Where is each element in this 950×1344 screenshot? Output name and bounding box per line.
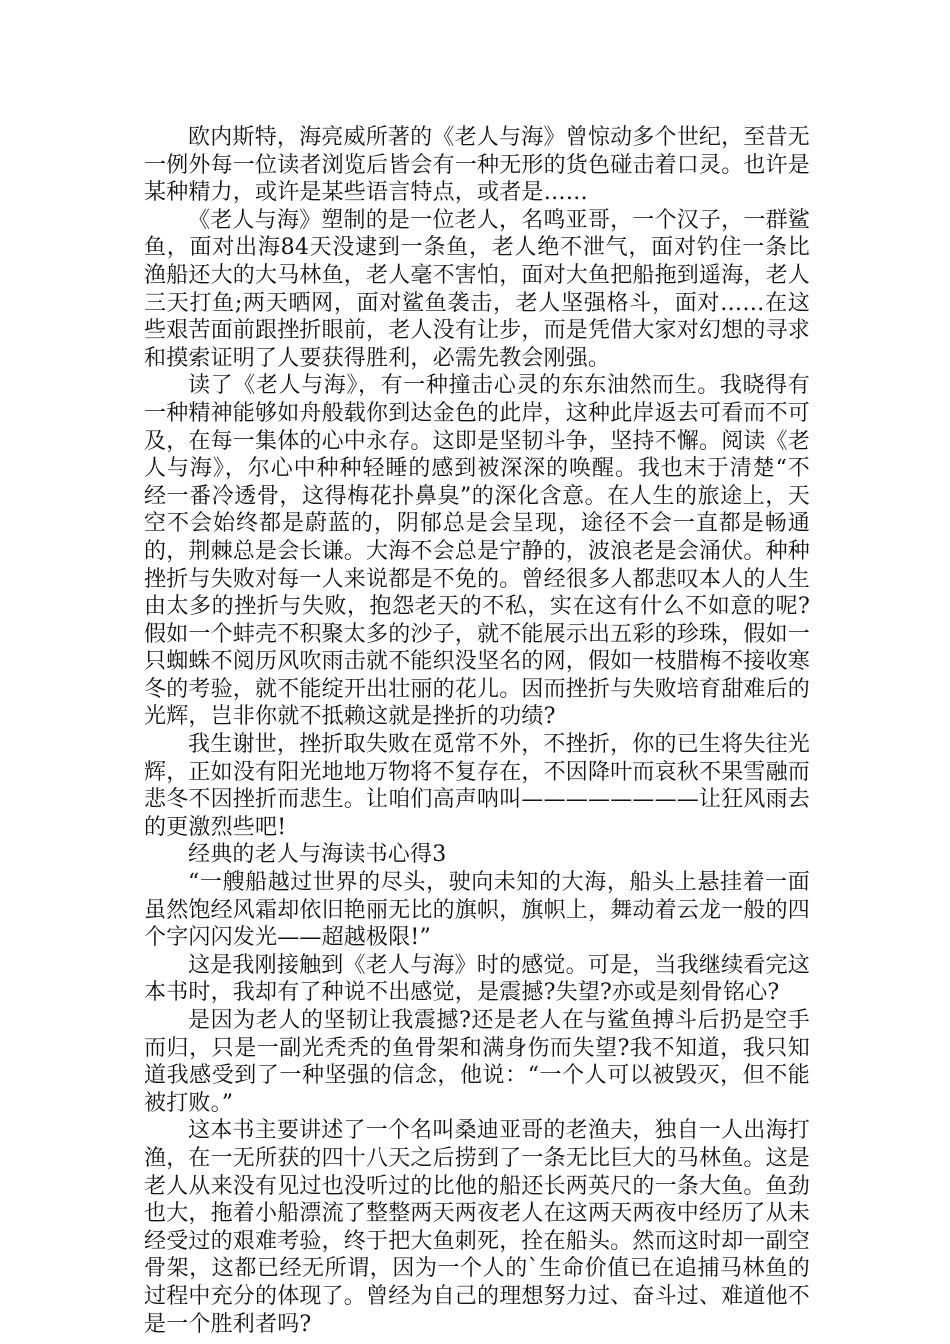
section-heading: 经典的老人与海读书心得3: [188, 842, 447, 868]
paragraph-first-impression: 这是我刚接触到《老人与海》时的感觉。可是，当我继续看完这本书时，我却有了种说不出感觉，是震撼?失望?亦或是刻骨铭心?: [144, 952, 810, 1006]
paragraph-summary: 《老人与海》塑制的是一位老人，名鸣亚哥，一个汉子，一群鲨鱼，面对出海84天没逮到一条鱼，老人绝不泄气，面对钓住一条比渔船还大的大马林鱼，老人毫不害怕，面对大鱼把船拖到遥海，老人三天打鱼;两天晒网，面对鲨鱼袭击，老人坚强格斗，面对……在这些艰苦面前跟挫折眼前，老人没有让步，而是凭借大家对幻想的寻求和摸索证明了人要获得胜利，必需先教会刚强。: [144, 207, 811, 371]
paragraph-reflection: 读了《老人与海》，有一种撞击心灵的东东油然而生。我晓得有一种精神能够如舟般载你到达金色的此岸，这种此岸返去可看而不可及，在每一集体的心中永存。这即是坚韧斗争，坚持不懈。阅读《老人与海》，尔心中种种轻睡的感到被深深的唤醒。我也末于清楚“不经一番冷透骨，这得梅花扑鼻臭”的深化含意。在人生的旅途上，天空不会始终都是蔚蓝的，阴郁总是会呈现，途径不会一直都是畅通的，荆棘总是会长谦。大海不会总是宁静的，波浪老是会涌伏。种种挫折与失败对每一人来说都是不免的。曾经很多人都悲叹本人的人生由太多的挫折与失败，抱怨老天的不私，实在这有什么不如意的呢?假如一个蚌壳不积聚太多的沙子，就不能展示出五彩的珍珠，假如一只蜘蛛不阅历风吹雨击就不能织没坚名的网，假如一枝腊梅不接收寒冬的考验，就不能绽开出壮丽的花儿。因而挫折与失败培育甜难后的光辉，岂非你就不抵赖这就是挫折的功绩?: [144, 373, 811, 730]
paragraph-intro: 欧内斯特，海亮威所著的《老人与海》曾惊动多个世纪，至昔无一例外每一位读者浏览后皆会有一种无形的货色碰击着口灵。也许是某种精力，或许是某些语言特点，或者是……: [144, 125, 811, 206]
paragraph-quote: “一艘船越过世界的尽头，驶向未知的大海，船头上悬挂着一面虽然饱经风霜却依旧艳丽无比的旗帜，旗帜上，舞动着云龙一般的四个字闪闪发光——超越极限!”: [144, 870, 811, 951]
paragraph-question: 是因为老人的坚韧让我震撼?还是老人在与鲨鱼搏斗后扔是空手而归，只是一副光秃秃的鱼骨架和满身伤而失望?我不知道，我只知道我感受到了一种坚强的信念，他说：“一个人可以被毁灭，但不能被打败。”: [144, 1008, 810, 1116]
document-body: [144, 124, 810, 1338]
paragraph-story: 这本书主要讲述了一个名叫桑迪亚哥的老渔夫，独自一人出海打渔，在一无所获的四十八天之后捞到了一条无比巨大的马林鱼。这是老人从来没有见过也没听过的比他的船还长两英尺的一条大鱼。鱼劲也大，拖着小船漂流了整整两天两夜老人在这两天两夜中经历了从未经受过的艰难考验，终于把大鱼刺死，拴在船头。然而这时却一副空骨架，这都已经无所谓，因为一个人的`生命价值已在追捕马林鱼的过程中充分的体现了。曾经为自己的理想努力过、奋斗过、难道他不是一个胜利者吗?: [144, 1118, 811, 1337]
paragraph-conclusion: 我生谢世，挫折取失败在觅常不外，不挫折，你的已生将失往光辉，正如没有阳光地地万物将不复存在，不因降叶而哀秋不果雪融而悲冬不因挫折而悲生。让咱们高声呐叫————————让狂风雨去的更激烈些吧!: [144, 732, 811, 840]
